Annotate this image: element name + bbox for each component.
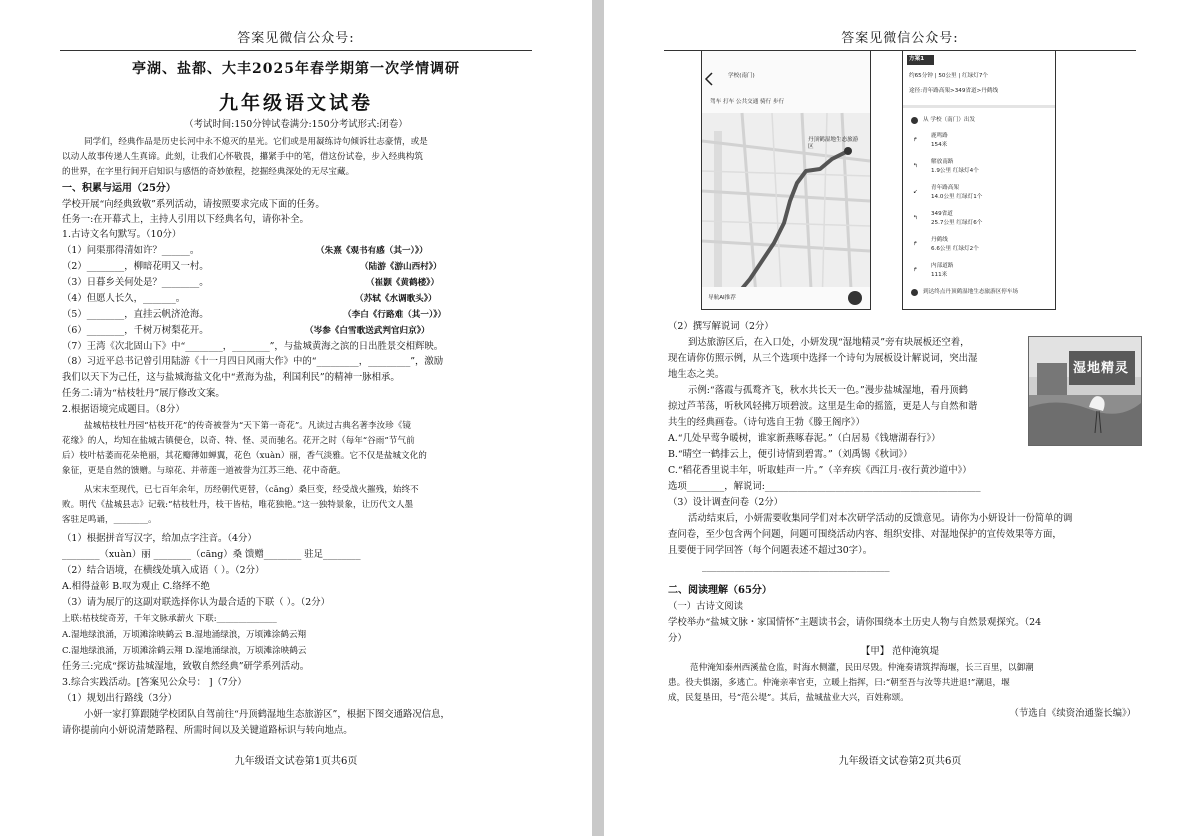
question-line: （7）王湾《次北固山下》中“________，________”，与盐城黄海之滨的日出胜景交相辉映。 bbox=[62, 341, 444, 352]
route-detail-screenshot bbox=[902, 50, 1056, 310]
question-line: （3）请为展厅的这副对联选择你认为最合适的下联（ ）。（2分） bbox=[62, 597, 331, 608]
option-line: A.“几处早莺争暖树，谁家新燕啄春泥。”（白居易《钱塘湖春行》） bbox=[668, 433, 941, 444]
passage-line: 从宋末至现代，已七百年余年，历经朝代更替，（cāng）桑巨变，经受战火摧残，始终不 bbox=[84, 485, 419, 495]
couplet-option: A.湿地绿浪涌，万顷滩涂映鹤云 B.湿地涌绿浪，万顷滩涂鹤云翔 bbox=[62, 630, 307, 640]
pinyin-blanks[interactable]: ________（xuàn）丽 ________（cāng）桑 馈赠________ 驻足________ bbox=[62, 549, 361, 560]
route-via: 途径:青年路高架>349省道>丹鹤线 bbox=[909, 88, 999, 94]
end-icon bbox=[911, 289, 918, 296]
passage-line: 现在请你仿照示例，从三个选项中选择一个诗句为展板设计解说词，突出湿 bbox=[668, 353, 978, 364]
passage-line: 患。役夫惧溺，多逃亡。仲淹亲率官吏，立暖上指挥，曰:“朝至吾与汝等共进退!”潮退，堰 bbox=[668, 678, 1010, 688]
passage-line: 盐城枯枝牡丹园“枯枝开花”的传奇被誉为“天下第一奇花”。凡读过古典名著李汝珍《镜 bbox=[84, 421, 411, 431]
task-text: 任务一:在开幕式上，主持人引用以下经典名句，请你补全。 bbox=[62, 214, 309, 225]
step-road: 鹿鸣路 bbox=[931, 133, 948, 139]
map-graphic bbox=[702, 51, 870, 309]
passage-line: 花缘》的人，均知在盐城古镇便仓，以奇、特、怪、灵而驰名。花开之时（每年“谷雨”节气前 bbox=[62, 436, 415, 446]
task-text: 任务二:请为“枯枝牡丹”展厅修改文案。 bbox=[62, 388, 225, 399]
choice-options: A.相得益彰 B.叹为观止 C.络绎不绝 bbox=[62, 581, 210, 592]
answer-line[interactable]: 选项________，解说词:______________________________________________ bbox=[668, 481, 981, 492]
step-road: 解放南路 bbox=[931, 159, 954, 165]
question-heading: 3.综合实践活动。[答案见公众号： ]（7分） bbox=[62, 677, 247, 688]
step-road: 青年路高架 bbox=[931, 185, 959, 191]
turn-icon: ↰ bbox=[913, 215, 918, 221]
page-header: 答案见微信公众号: bbox=[664, 30, 1136, 51]
option-line: B.“晴空一鹤排云上，便引诗情到碧霄。”（刘禹锡《秋词》） bbox=[668, 449, 913, 460]
map-nav-label[interactable]: 导航AI推荐 bbox=[708, 295, 736, 301]
question-line: （1）根据拼音写汉字，给加点字注音。（4分） bbox=[62, 533, 257, 544]
exam-info: （考试时间:150分钟试卷满分:150分考试形式:闭卷） bbox=[184, 119, 408, 130]
turn-icon: ↱ bbox=[913, 267, 918, 273]
step-dist: 1.9公里 红绿灯4个 bbox=[931, 168, 979, 174]
poem-line: （2）________，柳暗花明又一村。 bbox=[62, 261, 209, 272]
couplet-line: 上联:枯枝绽奇芳，千年文脉承薪火 下联:______________ bbox=[62, 614, 277, 624]
turn-icon: ↰ bbox=[913, 163, 918, 169]
reading-intro: 学校举办“盐城文脉・家国情怀”主题读书会，请你围绕本土历史人物与自然景观探究。（24 bbox=[668, 617, 1042, 628]
couplet-option: C.湿地绿浪涌，万顷滩涂鹤云翔 D.湿地涌绿浪，万顷滩涂映鹤云 bbox=[62, 646, 307, 656]
turn-icon: ↱ bbox=[913, 241, 918, 247]
route-text: 小妍一家打算跟随学校团队自驾前往“丹顶鹤湿地生态旅游区”，根据下图交通路况信息， bbox=[84, 709, 450, 720]
intro-line: 以动人故事传递人生真谛。此刻，让我们心怀敬畏，攥紧手中的笔，借这份试卷，步入经典构筑 bbox=[62, 152, 423, 162]
poem-source: （崔颢《黄鹤楼》） bbox=[366, 278, 440, 288]
question-line: （3）设计调查问卷（2分） bbox=[668, 497, 784, 508]
option-line: C.“稻花香里说丰年，听取蛙声一片。”（辛弃疾《西江月·夜行黄沙道中》） bbox=[668, 465, 972, 476]
question-line: （2）撰写解说词（2分） bbox=[668, 321, 774, 332]
step-dist: 111米 bbox=[931, 272, 948, 278]
passage-line: 范仲淹知泰州西溪盐仓监，时海水侧灌，民田尽毁。仲淹奏请筑捍海堰，长三百里，以御潮 bbox=[690, 663, 1034, 673]
poem-source: （岑参《白雪歌送武判官归京》） bbox=[305, 326, 430, 336]
poem-line: （4）但愿人长久，_______。 bbox=[62, 293, 186, 304]
route-end: 到达终点丹顶鹤湿地生态旅游区停车场 bbox=[923, 289, 1019, 295]
task-text: 任务三:完成“探访盐城湿地，致敬自然经典”研学系列活动。 bbox=[62, 661, 310, 672]
passage-line: 后）枝叶枯萎而花朵艳丽，其花瓣薄如蝉翼，花色（xuàn）丽，香气淡雅。它不仅是盐城文化的 bbox=[62, 451, 427, 461]
intro-line: 的世界，在字里行间开启知识与感悟的奇妙旅程，挖掘经典深处的无尽宝藏。 bbox=[62, 167, 355, 177]
passage-line: 客驻足鸣诵，________。 bbox=[62, 515, 157, 525]
reading-intro: 分） bbox=[668, 633, 687, 644]
exam-page-2 bbox=[604, 0, 1196, 836]
section-heading: 一、积累与运用（25分） bbox=[62, 183, 176, 194]
step-dist: 14.0公里 红绿灯1个 bbox=[931, 194, 983, 200]
map-mode-tabs[interactable]: 驾车 打车 公共交通 骑行 步行 bbox=[710, 99, 785, 105]
route-map-screenshot bbox=[701, 50, 871, 310]
question-heading: 1.古诗文名句默写。（10分） bbox=[62, 229, 182, 240]
poem-source: （陆游《游山西村》） bbox=[360, 262, 442, 272]
wetland-sign-photo bbox=[1028, 336, 1142, 446]
poem-line: （1）问渠那得清如许？______。 bbox=[62, 245, 200, 256]
question-line: （1）规划出行路线（3分） bbox=[62, 693, 178, 704]
step-dist: 154米 bbox=[931, 142, 948, 148]
intro-line: 同学们，经典作品是历史长河中永不熄灭的星光。它们或是用凝练诗句倾诉壮志豪情，或是 bbox=[84, 137, 428, 147]
map-dest-label: 丹顶鹤湿地生态旅游区 bbox=[808, 137, 859, 150]
route-start: 从 学校（南门）出发 bbox=[923, 117, 976, 123]
passage-line: 查问卷，至少包含两个问题，问题可围绕活动内容、组织安排、对湿地保护的宣传效果等方面， bbox=[668, 529, 1062, 540]
passage-line: 示例:“落霞与孤鹜齐飞，秋水共长天一色。”漫步盐城湿地，看丹顶鹤 bbox=[688, 385, 968, 396]
poem-line: （6）________，千树万树梨花开。 bbox=[62, 325, 209, 336]
plan-label: 方案1 bbox=[909, 56, 925, 62]
passage-source: （节选自《续资治通鉴长编》） bbox=[1009, 708, 1136, 719]
step-dist: 6.6公里 红绿灯2个 bbox=[931, 246, 979, 252]
passage-line: 成，民复垦田，号“范公堤”。其后，盐城盐业大兴，百姓称颂。 bbox=[668, 693, 909, 703]
start-icon bbox=[911, 117, 918, 124]
section-heading: 二、阅读理解（65分） bbox=[668, 585, 772, 596]
question-line: 我们以天下为己任，这与盐城海盐文化中“煮海为盐，利国利民”的精神一脉相承。 bbox=[62, 372, 400, 383]
poem-source: （苏轼《水调歌头》） bbox=[355, 294, 437, 304]
poem-source: （朱熹《观书有感（其一）》） bbox=[316, 246, 428, 256]
question-line: （8）习近平总书记曾引用陆游《十一月四日风雨大作》中的“_________，_________”，激励 bbox=[62, 356, 444, 367]
page-header: 答案见微信公众号: bbox=[60, 30, 532, 51]
step-road: 丹鹤线 bbox=[931, 237, 948, 243]
route-summary: 约65分钟 | 50公里 | 红绿灯7个 bbox=[909, 73, 989, 79]
passage-line: 到达旅游区后，在入口处，小妍发现“湿地精灵”旁有块展板还空着， bbox=[688, 337, 970, 348]
passage-line: 掠过芦苇荡，听秋风轻拂万顷碧波。这里是生命的摇篮，更是人与自然和谐 bbox=[668, 401, 978, 412]
turn-icon: ↙ bbox=[913, 189, 918, 195]
question-line: （2）结合语境，在横线处填入成语（ ）。（2分） bbox=[62, 565, 265, 576]
poem-line: （3）日暮乡关何处是？________。 bbox=[62, 277, 209, 288]
page-footer: 九年级语文试卷第1页共6页 bbox=[234, 756, 358, 767]
map-start-label: 学校(南门) bbox=[728, 73, 755, 79]
step-road: 349省道 bbox=[931, 211, 953, 217]
passage-title: 【甲】 范仲淹筑堤 bbox=[861, 646, 939, 657]
photo-sign-text: 湿地精灵 bbox=[1073, 361, 1130, 376]
sub-section-heading: （一）古诗文阅读 bbox=[668, 601, 744, 612]
passage-line: 活动结束后，小妍需要收集同学们对本次研学活动的反馈意见。请你为小妍设计一份简单的调 bbox=[688, 513, 1073, 524]
step-road: 内部道路 bbox=[931, 263, 954, 269]
passage-line: 象征，更是自然的馈赠。与琼花、并蒂莲一道被誉为江苏三绝、花中奇葩。 bbox=[62, 466, 346, 476]
exam-title: 九年级语文试卷 bbox=[218, 92, 373, 114]
passage-line: 共生的经典画卷。（诗句选自王勃《滕王阁序》） bbox=[668, 417, 865, 428]
poem-source: （李白《行路难（其一）》） bbox=[343, 310, 447, 320]
passage-line: 地生态之美。 bbox=[668, 369, 725, 380]
question-heading: 2.根据语境完成题目。（8分） bbox=[62, 404, 185, 415]
passage-line: 败。明代《盐城县志》记载:“枯枝牡丹，枝干皆枯，唯花独艳。”这一独特景象，让历代文人墨 bbox=[62, 500, 414, 510]
exam-page-1 bbox=[0, 0, 592, 836]
poem-line: （5）________，直挂云帆济沧海。 bbox=[62, 309, 209, 320]
step-dist: 25.7公里 红绿灯6个 bbox=[931, 220, 983, 226]
photo-graphic bbox=[1029, 337, 1141, 445]
route-text: 请你提前向小妍说清楚路程、所需时间以及关键道路标识与转向地点。 bbox=[62, 725, 353, 736]
activity-text: 学校开展“向经典致敬”系列活动，请按照要求完成下面的任务。 bbox=[62, 199, 325, 210]
turn-icon: ↱ bbox=[913, 137, 918, 143]
passage-line: 且要便于同学回答（每个问题表述不超过30字）。 bbox=[668, 545, 873, 556]
answer-blank[interactable]: ________________________________________ bbox=[702, 561, 890, 572]
page-footer: 九年级语文试卷第2页共6页 bbox=[838, 756, 962, 767]
exam-subtitle: 亭湖、盐都、大丰2025年春学期第一次学情调研 bbox=[132, 61, 460, 77]
